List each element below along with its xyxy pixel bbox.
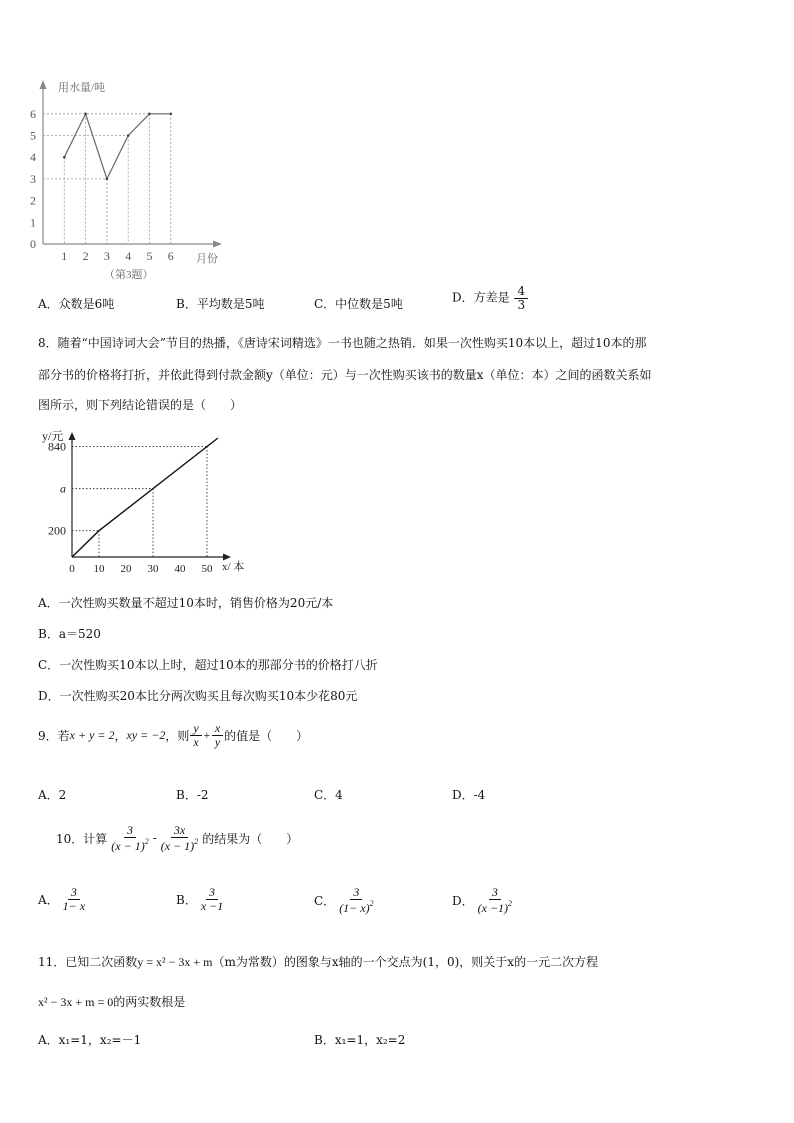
q10-a-num: 3 — [68, 886, 80, 900]
y-axis-arrow — [69, 432, 76, 440]
chart2-xlabel: x/ 本 — [222, 561, 245, 573]
chart1-ylabel: 用水量/吨 — [58, 82, 106, 94]
data-point — [127, 134, 130, 137]
data-point — [106, 178, 109, 181]
water-usage-chart — [30, 72, 240, 287]
y-tick-label: 200 — [48, 523, 66, 538]
x-tick-label: 50 — [201, 563, 213, 575]
q9-stem — [38, 722, 308, 748]
y-tick-label: 5 — [30, 128, 36, 143]
x-tick-label: 4 — [125, 249, 132, 263]
q10-d-den: $(x -1)^2$ — [477, 898, 513, 915]
q10-suffix: 的结果为（ ） — [202, 831, 299, 846]
q10-option-d[interactable] — [452, 886, 516, 914]
q11-option-a[interactable]: A．x₁=1，x₂=－1 — [38, 1033, 142, 1047]
q9-f2-den: y — [214, 734, 221, 749]
q11-equation: x² − 3x + m = 0 — [38, 995, 114, 1009]
q8-option-c[interactable]: C．一次性购买10本以上时，超过10本的那部分书的价格打八折 — [38, 658, 378, 672]
q9-suffix: 的值是（ ） — [224, 728, 309, 743]
q7-option-a[interactable]: A．众数是6吨 — [38, 297, 115, 311]
q10-f1-den: $(x - 1)^2$ — [111, 836, 149, 853]
q10-prefix: 10．计算 — [56, 831, 108, 846]
q9-eq2: xy = −2 — [126, 727, 166, 742]
y-tick-label: 840 — [48, 439, 66, 454]
q10-a-den: 1− x — [62, 898, 86, 913]
q10-b-den: x −1 — [200, 898, 224, 913]
q10-option-b[interactable] — [176, 886, 227, 912]
q9-f1-num: y — [190, 722, 201, 736]
chart1-caption: （第3题） — [104, 269, 154, 281]
q11-stem-line2 — [38, 993, 185, 1010]
x-tick-label: 3 — [103, 249, 110, 263]
q9-plus: + — [202, 727, 211, 742]
q10-option-a[interactable] — [38, 886, 89, 912]
q11-function: y = x² − 3x + m — [137, 955, 213, 969]
water-usage-series-line — [64, 114, 171, 179]
q10-fraction-2 — [158, 824, 201, 852]
data-point — [148, 113, 151, 116]
q11-option-b[interactable]: B．x₁=1，x₂=2 — [314, 1033, 406, 1047]
x-tick-label: 40 — [174, 563, 186, 575]
q9-option-d[interactable]: D．-4 — [452, 788, 486, 802]
q10-b-num: 3 — [206, 886, 218, 900]
q7-d-num: 4 — [514, 285, 528, 299]
q10-d-label: D． — [452, 893, 474, 908]
q10-c-num: 3 — [350, 886, 362, 900]
q10-b-fraction — [198, 886, 226, 912]
data-point — [84, 113, 87, 116]
x-tick-label: 6 — [167, 249, 174, 263]
chart2-ylabel: y/元 — [42, 429, 64, 443]
q8-option-a[interactable]: A．一次性购买数量不超过10本时，销售价格为20元/本 — [38, 596, 334, 610]
q9-f2-num: x — [212, 722, 223, 736]
q10-d-fraction — [475, 886, 515, 914]
q9-fraction-1 — [190, 722, 201, 748]
x-tick-label: 2 — [82, 249, 89, 263]
x-tick-label: 10 — [93, 563, 105, 575]
q9-prefix: 9．若 — [38, 728, 70, 743]
q10-fraction-1 — [108, 824, 151, 852]
q8-stem-line3: 图所示，则下列结论错误的是（ ） — [38, 398, 243, 412]
chart1-xlabel: 月份 — [196, 253, 218, 265]
q11-suffix: 的两实数根是 — [113, 995, 186, 1009]
q10-f2-num: 3x — [171, 824, 188, 838]
q8-option-d[interactable]: D．一次性购买20本比分两次购买且每次购买10本少花80元 — [38, 689, 358, 703]
price-series-line — [72, 438, 218, 557]
y-tick-label: 0 — [30, 237, 36, 251]
q7-option-b[interactable]: B．平均数是5吨 — [176, 297, 265, 311]
q10-b-label: B． — [176, 892, 197, 907]
x-axis-arrow — [213, 241, 222, 248]
q11-stem-line1 — [38, 953, 598, 970]
y-tick-label: a — [60, 481, 66, 496]
y-tick-label: 1 — [30, 215, 36, 230]
q9-fraction-2 — [212, 722, 223, 748]
q9-option-a[interactable]: A．2 — [38, 788, 67, 802]
q10-stem — [56, 824, 298, 852]
q11-mid: （m为常数）的图象与x轴的一个交点为(1，0)，则关于x的一元二次方程 — [212, 955, 599, 969]
x-tick-label: 1 — [61, 249, 68, 263]
y-tick-label: 3 — [30, 171, 36, 186]
data-point — [63, 156, 66, 159]
q8-stem-line2: 部分书的价格将打折，并依此得到付款金额y（单位：元）与一次性购买该书的数量x（单位：本）之间的函数关系如 — [38, 368, 652, 382]
q7-option-c[interactable]: C．中位数是5吨 — [314, 297, 403, 311]
x-tick-label: 20 — [120, 563, 132, 575]
q10-minus: - — [152, 831, 157, 846]
q10-a-fraction — [60, 886, 88, 912]
q10-c-den: $(1- x)^2$ — [339, 898, 374, 915]
price-chart — [30, 424, 260, 579]
q7-d-fraction — [514, 285, 528, 311]
q8-stem-line1: 8．随着“中国诗词大会”节目的热播，《唐诗宋词精选》一书也随之热销．如果一次性购买10本以上，超过10本的那 — [38, 336, 647, 350]
x-axis-arrow — [223, 554, 231, 561]
q10-c-fraction — [336, 886, 376, 914]
x-tick-label: 5 — [146, 249, 153, 263]
q9-option-c[interactable]: C．4 — [314, 788, 343, 802]
q9-then: ，则 — [165, 728, 190, 743]
y-axis-arrow — [40, 80, 47, 89]
q7-d-den: 3 — [517, 297, 526, 312]
q10-a-label: A． — [38, 892, 59, 907]
q7-option-d[interactable] — [452, 285, 529, 311]
q10-f2-den: $(x - 1)^2$ — [160, 836, 199, 853]
q9-f1-den: x — [193, 734, 199, 749]
data-point — [170, 113, 173, 116]
q10-d-num: 3 — [489, 886, 501, 900]
x-tick-label: 0 — [69, 563, 75, 575]
q9-option-b[interactable]: B．-2 — [176, 788, 209, 802]
x-tick-label: 30 — [147, 563, 159, 575]
q8-option-b[interactable]: B．a＝520 — [38, 627, 101, 641]
y-tick-label: 6 — [30, 106, 36, 121]
q9-eq1: x + y = 2 — [69, 727, 115, 742]
q10-f1-num: 3 — [124, 824, 136, 838]
q7-d-prefix: D．方差是 — [452, 290, 510, 305]
q10-option-c[interactable] — [314, 886, 378, 914]
q10-c-label: C． — [314, 893, 336, 908]
q11-prefix: 11．已知二次函数 — [38, 955, 138, 969]
y-tick-label: 4 — [30, 150, 36, 165]
q9-sep: ， — [114, 728, 127, 743]
y-tick-label: 2 — [30, 193, 36, 208]
